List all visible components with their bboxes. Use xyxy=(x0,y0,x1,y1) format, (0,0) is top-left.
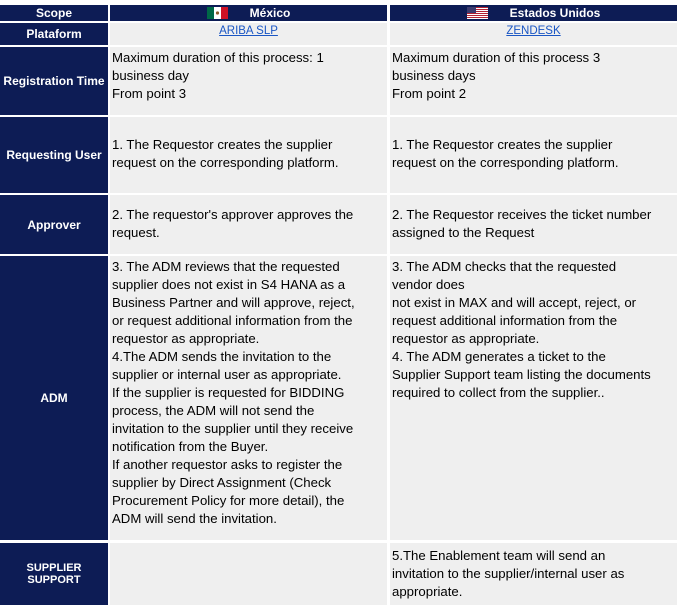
header-mexico-label: México xyxy=(249,6,291,20)
platform-label: Plataform xyxy=(26,27,82,41)
row-label-supplier-support xyxy=(0,543,108,605)
row-label-registration-time xyxy=(0,47,108,115)
zendesk-link[interactable]: ZENDESK xyxy=(506,25,561,37)
approver-label: Approver xyxy=(27,217,81,232)
adm-mexico-text: 3. The ADM reviews that the requested supplier does not exist in S4 HANA as a Business Partner and will approve, reject, or request additional information from the requestor as appropriate. 4.The ADM sends the invitation to the supplier or internal user as appropriate. If the supplier is requested for BIDDING process, the ADM will not send the invitation to the supplier until they receive notification from the Buyer. If another requestor asks to register the supplier by Direct Assignment (Check Procurement Policy for more detail), the ADM will send the invitation. xyxy=(112,259,355,526)
approver-usa-text: 2. The Requestor receives the ticket number assigned to the Request xyxy=(392,207,652,240)
header-scope xyxy=(0,5,108,21)
registration-time-mexico-text: Maximum duration of this process: 1 business day From point 3 xyxy=(112,50,324,101)
requesting-user-usa-text: 1. The Requestor creates the supplier request on the corresponding platform. xyxy=(392,137,619,170)
row-label-approver xyxy=(0,195,108,254)
approver-mexico-cell xyxy=(110,195,387,254)
supplier-support-label: SUPPLIER SUPPORT xyxy=(26,562,82,586)
header-usa-label: Estados Unidos xyxy=(509,6,601,20)
requesting-user-mexico-cell xyxy=(110,117,387,193)
approver-mexico-text: 2. The requestor's approver approves the request. xyxy=(112,207,354,240)
row-label-adm xyxy=(0,256,108,540)
row-label-platform xyxy=(0,23,108,45)
header-mexico xyxy=(110,5,387,21)
approver-usa-cell xyxy=(390,195,677,254)
registration-time-mexico-cell xyxy=(110,47,387,115)
adm-usa-text: 3. The ADM checks that the requested vendor does not exist in MAX and will accept, reject, or request additional information from the requestor as appropriate. 4. The ADM generates a ticket to the Supplier Support team listing the documents required to collect from the supplier.. xyxy=(392,259,651,400)
requesting-user-mexico-text: 1. The Requestor creates the supplier request on the corresponding platform. xyxy=(112,137,339,170)
usa-flag-icon xyxy=(467,7,488,19)
adm-usa-cell xyxy=(390,256,677,540)
requesting-user-usa-cell xyxy=(390,117,677,193)
supplier-support-mexico-cell xyxy=(110,543,387,605)
mexico-flag-icon xyxy=(207,7,228,19)
registration-time-usa-text: Maximum duration of this process 3 business days From point 2 xyxy=(392,50,601,101)
platform-usa-cell xyxy=(390,23,677,45)
header-scope-label: Scope xyxy=(35,6,72,20)
registration-time-label: Registration Time xyxy=(3,74,105,88)
supplier-support-usa-cell xyxy=(390,543,677,605)
registration-time-usa-cell xyxy=(390,47,677,115)
requesting-user-label: Requesting User xyxy=(6,148,102,162)
header-usa xyxy=(390,5,677,21)
platform-mexico-cell xyxy=(110,23,387,45)
row-label-requesting-user xyxy=(0,117,108,193)
adm-mexico-cell xyxy=(110,256,387,540)
supplier-support-usa-text: 5.The Enablement team will send an invitation to the supplier/internal user as appropriate. xyxy=(392,548,625,599)
ariba-slp-link[interactable]: ARIBA SLP xyxy=(219,25,278,37)
adm-label: ADM xyxy=(40,391,68,405)
